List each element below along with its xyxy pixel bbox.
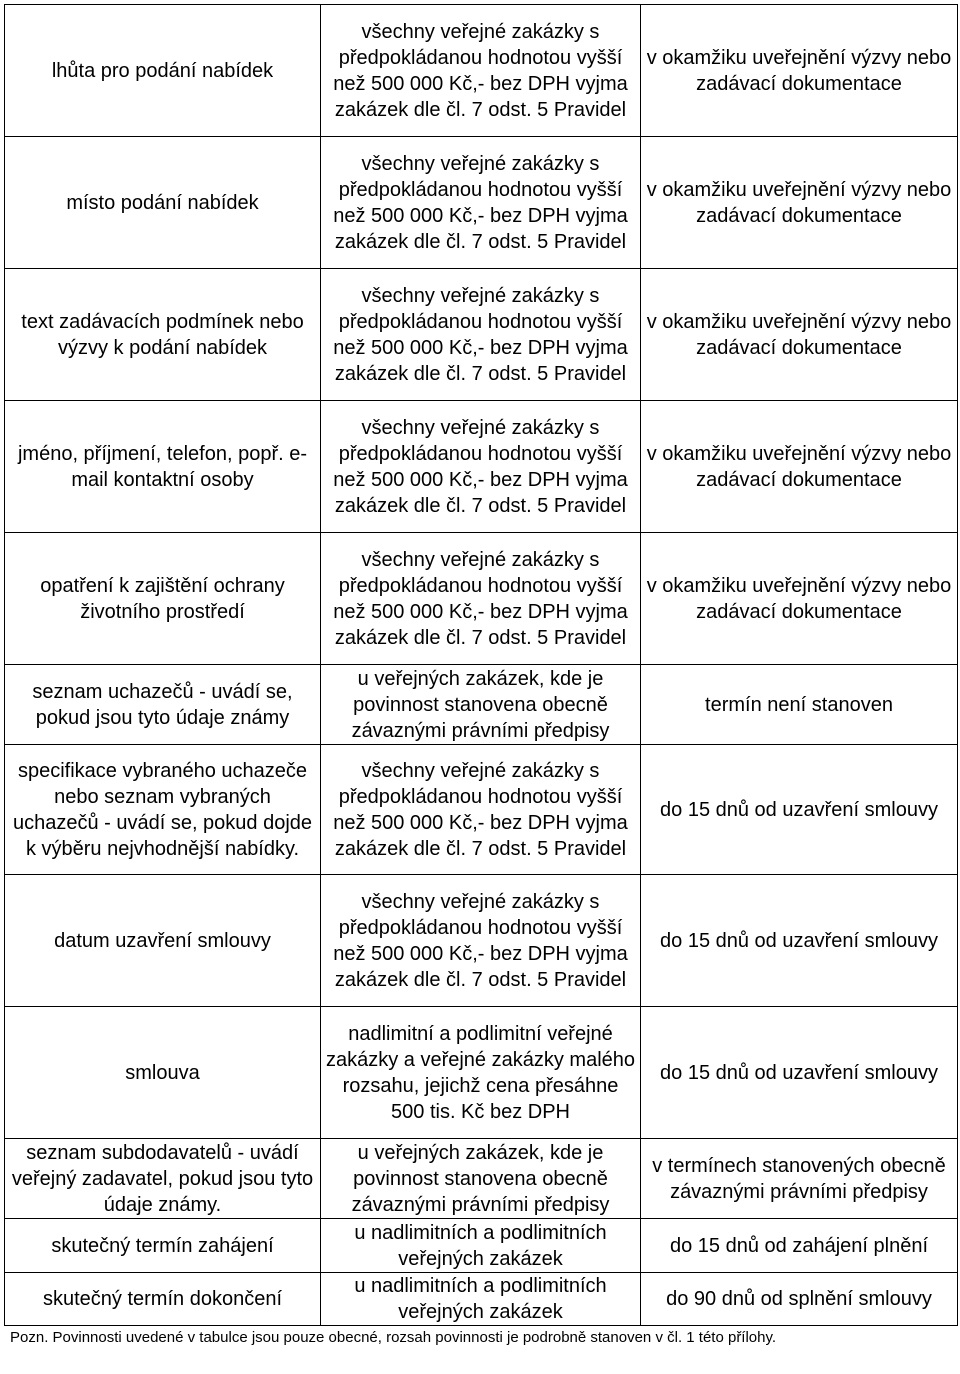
scope-cell [321,665,641,745]
deadline-text: termín není stanoven [705,693,893,716]
item-text: text zadávacích podmínek nebo výzvy k podání nabídek [21,310,304,359]
scope-text: u veřejných zakázek, kde je povinnost stanovena obecně závaznými právními předpisy [351,667,610,742]
item-text: jméno, příjmení, telefon, popř. e-mail kontaktní osoby [17,442,308,491]
item-cell [5,745,321,875]
item-cell [5,1007,321,1139]
scope-text: všechny veřejné zakázky s předpokládanou hodnotou vyšší než 500 000 Kč,- bez DPH vyjma zakázek dle čl. 7 odst. 5 Pravidel [333,416,628,517]
scope-text: všechny veřejné zakázky s předpokládanou hodnotou vyšší než 500 000 Kč,- bez DPH vyjma zakázek dle čl. 7 odst. 5 Pravidel [333,890,628,991]
item-cell [5,533,321,665]
table-row [5,1219,958,1273]
item-text: lhůta pro podání nabídek [51,59,274,82]
deadline-cell [641,875,958,1007]
item-cell [5,665,321,745]
deadline-text: v okamžiku uveřejnění výzvy nebo zadávací dokumentace [646,310,952,359]
obligations-table [4,4,958,1326]
table-row [5,401,958,533]
scope-text: u nadlimitních a podlimitních veřejných zakázek [354,1221,607,1270]
item-cell [5,1139,321,1219]
deadline-text: v okamžiku uveřejnění výzvy nebo zadávací dokumentace [646,178,952,227]
table-row [5,665,958,745]
scope-cell [321,401,641,533]
deadline-text: do 15 dnů od uzavření smlouvy [660,929,938,952]
item-cell [5,5,321,137]
scope-cell [321,5,641,137]
scope-cell [321,269,641,401]
item-text: datum uzavření smlouvy [54,929,271,952]
item-text: seznam uchazečů - uvádí se, pokud jsou tyto údaje známy [32,680,293,729]
table-row [5,1007,958,1139]
deadline-cell [641,1273,958,1326]
scope-cell [321,1219,641,1273]
deadline-text: v okamžiku uveřejnění výzvy nebo zadávací dokumentace [646,574,952,623]
item-text: skutečný termín dokončení [42,1288,282,1310]
item-text: seznam subdodavatelů - uvádí veřejný zadavatel, pokud jsou tyto údaje známy. [11,1141,314,1216]
deadline-text: v okamžiku uveřejnění výzvy nebo zadávací dokumentace [646,442,952,491]
deadline-cell [641,1007,958,1139]
scope-text: všechny veřejné zakázky s předpokládanou hodnotou vyšší než 500 000 Kč,- bez DPH vyjma zakázek dle čl. 7 odst. 5 Pravidel [333,152,628,253]
table-row [5,1273,958,1326]
deadline-cell [641,1139,958,1219]
item-cell [5,269,321,401]
deadline-cell [641,269,958,401]
deadline-text: do 15 dnů od zahájení plnění [670,1234,928,1257]
scope-cell [321,1007,641,1139]
table-row [5,533,958,665]
scope-text: u nadlimitních a podlimitních veřejných zakázek [354,1275,607,1323]
scope-cell [321,745,641,875]
table-row [5,5,958,137]
scope-text: všechny veřejné zakázky s předpokládanou hodnotou vyšší než 500 000 Kč,- bez DPH vyjma zakázek dle čl. 7 odst. 5 Pravidel [333,284,628,385]
item-cell [5,137,321,269]
footnote: Pozn. Povinnosti uvedené v tabulce jsou pouze obecné, rozsah povinnosti je podrobně stanoven v čl. 1 této přílohy. [10,1329,777,1346]
item-text: opatření k zajištění ochrany životního prostředí [40,574,285,623]
item-text: skutečný termín zahájení [51,1234,274,1257]
table-row [5,875,958,1007]
scope-text: nadlimitní a podlimitní veřejné zakázky a veřejné zakázky malého rozsahu, jejichž cena přesáhne 500 tis. Kč bez DPH [325,1022,636,1123]
deadline-text: v termínech stanovených obecně závaznými právními předpisy [652,1154,946,1203]
deadline-cell [641,665,958,745]
deadline-text: do 90 dnů od splnění smlouvy [666,1288,932,1310]
scope-cell [321,1273,641,1326]
item-text: specifikace vybraného uchazeče nebo seznam vybraných uchazečů - uvádí se, pokud dojde k výběru nejvhodnější nabídky. [12,759,313,860]
item-cell [5,1219,321,1273]
deadline-text: do 15 dnů od uzavření smlouvy [660,798,938,821]
table-row [5,137,958,269]
deadline-cell [641,401,958,533]
item-cell [5,401,321,533]
scope-cell [321,137,641,269]
table-row [5,745,958,875]
deadline-cell [641,745,958,875]
scope-text: všechny veřejné zakázky s předpokládanou hodnotou vyšší než 500 000 Kč,- bez DPH vyjma zakázek dle čl. 7 odst. 5 Pravidel [333,759,628,860]
deadline-text: do 15 dnů od uzavření smlouvy [660,1061,938,1084]
item-text: místo podání nabídek [66,191,259,214]
item-cell [5,875,321,1007]
table-row [5,269,958,401]
scope-text: u veřejných zakázek, kde je povinnost stanovena obecně závaznými právními předpisy [351,1141,610,1216]
scope-cell [321,1139,641,1219]
deadline-cell [641,533,958,665]
item-cell [5,1273,321,1326]
deadline-cell [641,5,958,137]
item-text: smlouva [125,1061,200,1084]
scope-text: všechny veřejné zakázky s předpokládanou hodnotou vyšší než 500 000 Kč,- bez DPH vyjma zakázek dle čl. 7 odst. 5 Pravidel [333,548,628,649]
table-row [5,1139,958,1219]
scope-cell [321,875,641,1007]
scope-cell [321,533,641,665]
scope-text: všechny veřejné zakázky s předpokládanou hodnotou vyšší než 500 000 Kč,- bez DPH vyjma zakázek dle čl. 7 odst. 5 Pravidel [333,20,628,121]
deadline-text: v okamžiku uveřejnění výzvy nebo zadávací dokumentace [646,46,952,95]
deadline-cell [641,1219,958,1273]
deadline-cell [641,137,958,269]
